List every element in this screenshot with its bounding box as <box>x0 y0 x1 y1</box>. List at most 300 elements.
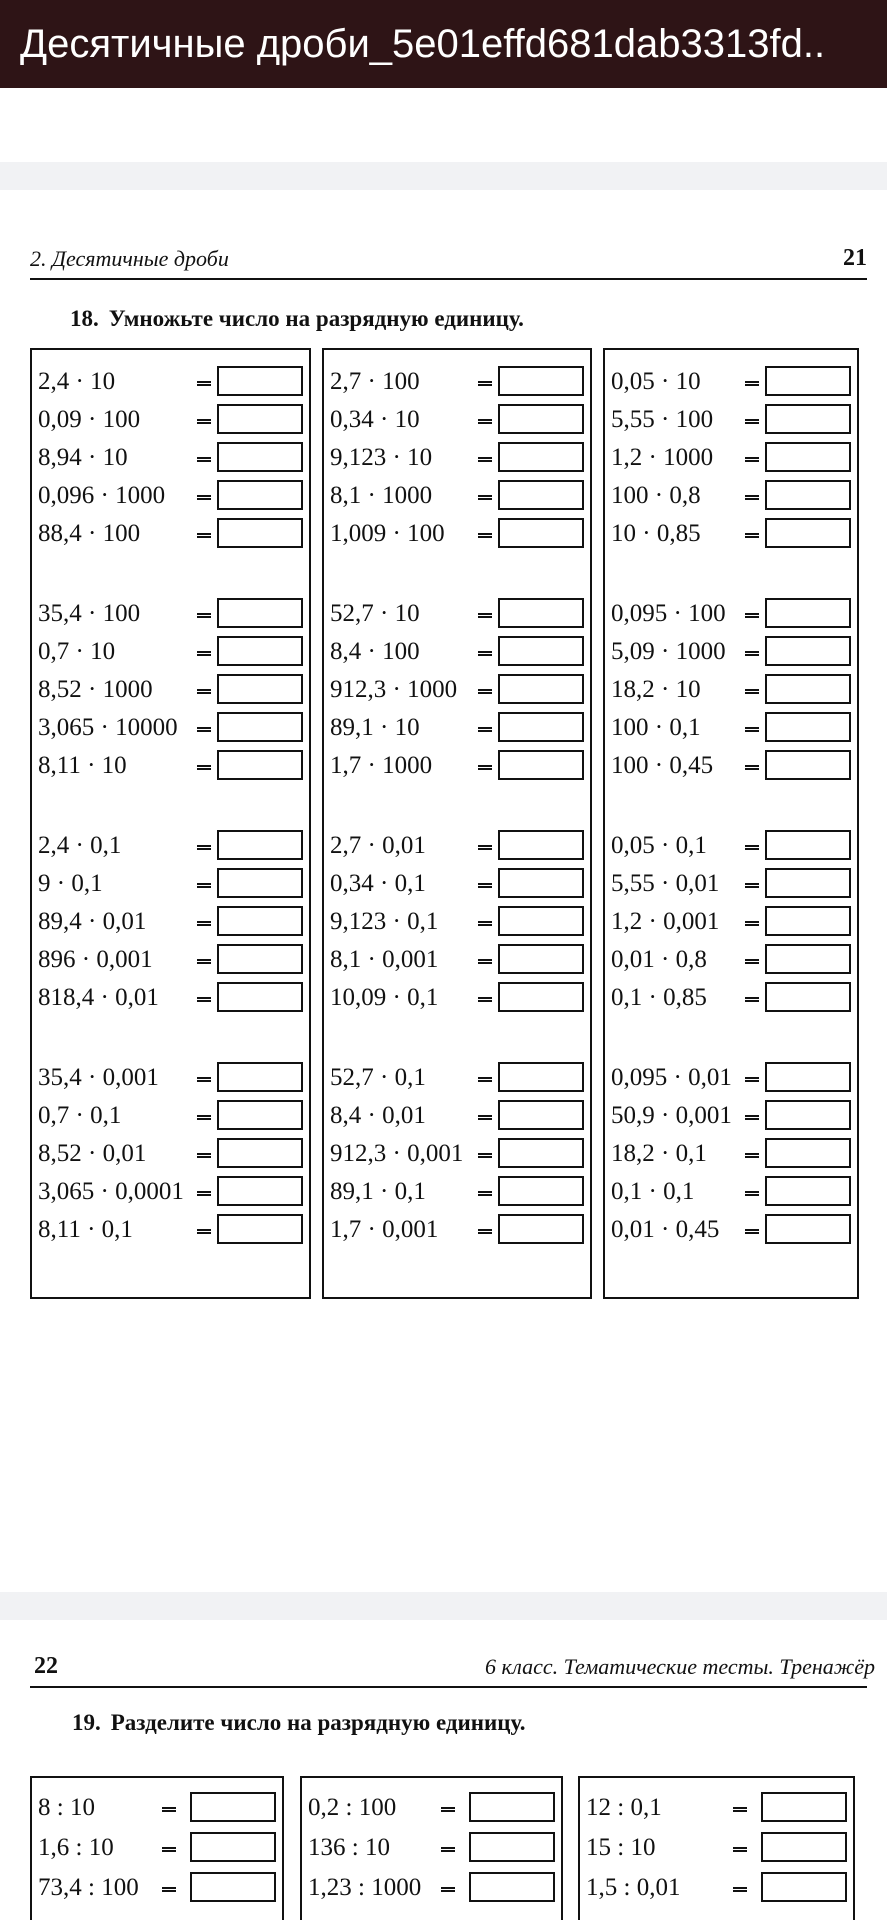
equals-sign <box>197 495 211 500</box>
exercise-row <box>609 478 851 514</box>
answer-box[interactable] <box>498 636 584 666</box>
equals-sign <box>197 921 211 926</box>
exercise-row <box>328 942 584 978</box>
page-gap <box>0 1592 887 1620</box>
equals-sign <box>745 883 759 888</box>
answer-box[interactable] <box>765 830 851 860</box>
expression: 136 : 10 <box>308 1834 390 1861</box>
expression: 35,4 · 0,001 <box>38 1064 159 1091</box>
exercise-row <box>36 866 303 902</box>
exercise-row <box>609 828 851 864</box>
equals-sign <box>197 1077 211 1082</box>
expression: 12 : 0,1 <box>586 1794 662 1821</box>
answer-box[interactable] <box>217 712 303 742</box>
answer-box[interactable] <box>765 480 851 510</box>
answer-box[interactable] <box>498 442 584 472</box>
answer-box[interactable] <box>765 906 851 936</box>
expression: 8,52 · 1000 <box>38 676 153 703</box>
expression: 8,4 · 100 <box>330 638 420 665</box>
expression: 3,065 · 0,0001 <box>38 1178 184 1205</box>
expression: 1,23 : 1000 <box>308 1874 422 1901</box>
exercise-row <box>36 1790 276 1826</box>
equals-sign <box>478 419 492 424</box>
answer-box[interactable] <box>498 674 584 704</box>
exercise-row <box>36 1870 276 1906</box>
expression: 2,7 · 0,01 <box>330 832 426 859</box>
task-heading <box>72 1710 525 1736</box>
exercise-row <box>609 710 851 746</box>
equals-sign <box>197 883 211 888</box>
answer-box[interactable] <box>498 518 584 548</box>
expression: 1,2 · 1000 <box>611 444 714 471</box>
equals-sign <box>745 1115 759 1120</box>
answer-box[interactable] <box>498 830 584 860</box>
exercise-row <box>609 440 851 476</box>
equals-sign <box>745 1191 759 1196</box>
equals-sign <box>197 845 211 850</box>
top-bar <box>0 0 887 88</box>
book-title: 6 класс. Тематические тесты. Тренажёр <box>484 1654 875 1679</box>
expression: 0,34 · 0,1 <box>330 870 426 897</box>
equals-sign <box>441 1807 455 1812</box>
equals-sign <box>745 997 759 1002</box>
equals-sign <box>441 1847 455 1852</box>
answer-box[interactable] <box>765 404 851 434</box>
page-gap <box>0 162 887 190</box>
equals-sign <box>162 1887 176 1892</box>
equals-sign <box>478 1115 492 1120</box>
expression: 0,096 · 1000 <box>38 482 166 509</box>
page-header <box>30 1652 875 1688</box>
exercise-row <box>328 596 584 632</box>
exercise-row <box>328 402 584 438</box>
equals-sign <box>478 457 492 462</box>
expression: 89,4 · 0,01 <box>38 908 147 935</box>
exercise-row <box>609 1212 851 1248</box>
expression: 0,05 · 10 <box>611 368 701 395</box>
exercise-row <box>609 866 851 902</box>
expression: 9,123 · 0,1 <box>330 908 439 935</box>
equals-sign <box>478 727 492 732</box>
answer-box[interactable] <box>498 404 584 434</box>
equals-sign <box>478 1077 492 1082</box>
exercise-row <box>328 1136 584 1172</box>
answer-box[interactable] <box>765 944 851 974</box>
exercise-column <box>30 348 311 1299</box>
expression: 8,1 · 0,001 <box>330 946 439 973</box>
page-number: 21 <box>843 245 867 271</box>
exercise-row <box>609 980 851 1016</box>
exercise-row <box>36 364 303 400</box>
equals-sign <box>745 533 759 538</box>
equals-sign <box>733 1887 747 1892</box>
expression: 0,01 · 0,45 <box>611 1216 720 1243</box>
expression: 52,7 · 10 <box>330 600 420 627</box>
answer-box[interactable] <box>217 674 303 704</box>
equals-sign <box>162 1847 176 1852</box>
exercise-row <box>36 710 303 746</box>
equals-sign <box>745 727 759 732</box>
exercise-row <box>36 672 303 708</box>
expression: 0,01 · 0,8 <box>611 946 707 973</box>
equals-sign <box>478 883 492 888</box>
exercise-row <box>328 904 584 940</box>
exercise-row <box>609 402 851 438</box>
equals-sign <box>197 457 211 462</box>
exercise-column <box>30 1776 284 1920</box>
answer-box[interactable] <box>765 712 851 742</box>
exercise-row <box>328 516 584 552</box>
expression: 15 : 10 <box>586 1834 656 1861</box>
expression: 0,1 · 0,1 <box>611 1178 695 1205</box>
exercise-row <box>609 596 851 632</box>
answer-box[interactable] <box>498 1100 584 1130</box>
equals-sign <box>478 997 492 1002</box>
exercise-row <box>609 672 851 708</box>
equals-sign <box>478 651 492 656</box>
answer-box[interactable] <box>217 1100 303 1130</box>
answer-box[interactable] <box>765 982 851 1012</box>
equals-sign <box>197 419 211 424</box>
expression: 8,52 · 0,01 <box>38 1140 147 1167</box>
answer-box[interactable] <box>217 518 303 548</box>
equals-sign <box>197 651 211 656</box>
expression: 2,7 · 100 <box>330 368 420 395</box>
exercise-row <box>609 942 851 978</box>
exercise-row <box>328 478 584 514</box>
exercise-row <box>36 748 303 784</box>
exercise-row <box>306 1870 555 1906</box>
exercise-row <box>36 516 303 552</box>
exercise-row <box>36 634 303 670</box>
answer-box[interactable] <box>498 1062 584 1092</box>
expression: 100 · 0,45 <box>611 752 714 779</box>
expression: 1,7 · 0,001 <box>330 1216 439 1243</box>
document-title: Десятичные дроби_5e01effd681dab3313fd.. <box>20 22 826 66</box>
equals-sign <box>478 381 492 386</box>
exercise-row <box>609 1060 851 1096</box>
answer-box[interactable] <box>217 868 303 898</box>
exercise-row <box>36 1098 303 1134</box>
equals-sign <box>478 1153 492 1158</box>
expression: 35,4 · 100 <box>38 600 141 627</box>
answer-box[interactable] <box>765 598 851 628</box>
exercise-row <box>328 710 584 746</box>
equals-sign <box>441 1887 455 1892</box>
answer-box[interactable] <box>765 1138 851 1168</box>
equals-sign <box>197 533 211 538</box>
answer-box[interactable] <box>217 366 303 396</box>
answer-box[interactable] <box>217 480 303 510</box>
expression: 5,09 · 1000 <box>611 638 726 665</box>
answer-box[interactable] <box>469 1792 555 1822</box>
equals-sign <box>478 689 492 694</box>
answer-box[interactable] <box>217 982 303 1012</box>
expression: 896 · 0,001 <box>38 946 153 973</box>
answer-box[interactable] <box>217 906 303 936</box>
equals-sign <box>745 765 759 770</box>
task-text: Разделите число на разрядную единицу. <box>110 1710 526 1735</box>
answer-box[interactable] <box>765 1214 851 1244</box>
exercise-row <box>328 1212 584 1248</box>
exercise-row <box>306 1830 555 1866</box>
exercise-row <box>609 364 851 400</box>
expression: 8,94 · 10 <box>38 444 128 471</box>
equals-sign <box>745 689 759 694</box>
equals-sign <box>745 1153 759 1158</box>
exercise-column <box>578 1776 855 1920</box>
answer-box[interactable] <box>765 868 851 898</box>
equals-sign <box>745 495 759 500</box>
answer-box[interactable] <box>498 1138 584 1168</box>
expression: 89,1 · 0,1 <box>330 1178 426 1205</box>
equals-sign <box>745 921 759 926</box>
equals-sign <box>478 495 492 500</box>
exercise-row <box>36 1212 303 1248</box>
equals-sign <box>478 959 492 964</box>
expression: 9,123 · 10 <box>330 444 433 471</box>
answer-box[interactable] <box>217 1062 303 1092</box>
expression: 89,1 · 10 <box>330 714 420 741</box>
exercise-row <box>306 1790 555 1826</box>
exercise-row <box>36 980 303 1016</box>
exercise-row <box>609 516 851 552</box>
exercise-row <box>36 1174 303 1210</box>
exercise-row <box>36 828 303 864</box>
answer-box[interactable] <box>217 404 303 434</box>
task-heading <box>70 306 524 332</box>
equals-sign <box>733 1807 747 1812</box>
expression: 8,1 · 1000 <box>330 482 433 509</box>
equals-sign <box>197 997 211 1002</box>
answer-box[interactable] <box>469 1872 555 1902</box>
exercise-row <box>328 980 584 1016</box>
equals-sign <box>197 1115 211 1120</box>
equals-sign <box>478 533 492 538</box>
answer-box[interactable] <box>765 1062 851 1092</box>
expression: 2,4 · 0,1 <box>38 832 122 859</box>
page-header <box>30 244 867 280</box>
exercise-row <box>609 1136 851 1172</box>
equals-sign <box>197 727 211 732</box>
exercise-row <box>584 1830 847 1866</box>
expression: 818,4 · 0,01 <box>38 984 159 1011</box>
task-number: 19. <box>72 1710 101 1735</box>
expression: 1,5 : 0,01 <box>586 1874 681 1901</box>
task-text: Умножьте число на разрядную единицу. <box>108 306 524 331</box>
expression: 18,2 · 0,1 <box>611 1140 707 1167</box>
equals-sign <box>745 419 759 424</box>
answer-box[interactable] <box>498 750 584 780</box>
exercise-row <box>36 478 303 514</box>
equals-sign <box>733 1847 747 1852</box>
answer-box[interactable] <box>190 1872 276 1902</box>
expression: 0,09 · 100 <box>38 406 141 433</box>
exercise-row <box>584 1790 847 1826</box>
equals-sign <box>197 613 211 618</box>
expression: 8 : 10 <box>38 1794 95 1821</box>
expression: 0,2 : 100 <box>308 1794 397 1821</box>
answer-box[interactable] <box>498 906 584 936</box>
expression: 0,095 · 0,01 <box>611 1064 732 1091</box>
answer-box[interactable] <box>217 944 303 974</box>
exercise-row <box>36 942 303 978</box>
exercise-row <box>36 596 303 632</box>
answer-box[interactable] <box>498 598 584 628</box>
answer-box[interactable] <box>765 366 851 396</box>
answer-box[interactable] <box>498 982 584 1012</box>
expression: 8,4 · 0,01 <box>330 1102 426 1129</box>
answer-box[interactable] <box>217 1138 303 1168</box>
exercise-row <box>609 748 851 784</box>
answer-box[interactable] <box>498 1214 584 1244</box>
expression: 100 · 0,8 <box>611 482 701 509</box>
answer-box[interactable] <box>217 1214 303 1244</box>
expression: 0,1 · 0,85 <box>611 984 707 1011</box>
answer-box[interactable] <box>217 442 303 472</box>
expression: 50,9 · 0,001 <box>611 1102 732 1129</box>
equals-sign <box>197 689 211 694</box>
exercise-row <box>36 1136 303 1172</box>
equals-sign <box>197 1153 211 1158</box>
exercise-row <box>328 1174 584 1210</box>
answer-box[interactable] <box>765 636 851 666</box>
section-title: 2. Десятичные дроби <box>30 246 229 271</box>
expression: 52,7 · 0,1 <box>330 1064 426 1091</box>
exercise-row <box>328 440 584 476</box>
answer-box[interactable] <box>498 480 584 510</box>
answer-box[interactable] <box>761 1792 847 1822</box>
answer-box[interactable] <box>765 518 851 548</box>
equals-sign <box>478 613 492 618</box>
expression: 2,4 · 10 <box>38 368 116 395</box>
equals-sign <box>478 1191 492 1196</box>
expression: 5,55 · 0,01 <box>611 870 720 897</box>
equals-sign <box>745 1077 759 1082</box>
exercise-row <box>328 748 584 784</box>
answer-box[interactable] <box>765 750 851 780</box>
equals-sign <box>197 1229 211 1234</box>
answer-box[interactable] <box>217 636 303 666</box>
task-number: 18. <box>70 306 99 331</box>
exercise-row <box>36 1830 276 1866</box>
exercise-row <box>36 904 303 940</box>
expression: 73,4 : 100 <box>38 1874 139 1901</box>
exercise-row <box>328 828 584 864</box>
exercise-row <box>36 440 303 476</box>
equals-sign <box>197 381 211 386</box>
expression: 1,6 : 10 <box>38 1834 114 1861</box>
answer-box[interactable] <box>217 598 303 628</box>
expression: 18,2 · 10 <box>611 676 701 703</box>
answer-box[interactable] <box>190 1832 276 1862</box>
equals-sign <box>478 765 492 770</box>
answer-box[interactable] <box>498 1176 584 1206</box>
expression: 912,3 · 1000 <box>330 676 458 703</box>
exercise-row <box>609 1098 851 1134</box>
answer-box[interactable] <box>765 674 851 704</box>
exercise-column <box>603 348 859 1299</box>
answer-box[interactable] <box>765 442 851 472</box>
answer-box[interactable] <box>217 750 303 780</box>
expression: 0,7 · 10 <box>38 638 116 665</box>
answer-box[interactable] <box>217 1176 303 1206</box>
exercise-row <box>609 1174 851 1210</box>
expression: 8,11 · 10 <box>38 752 127 779</box>
equals-sign <box>745 845 759 850</box>
exercise-row <box>328 634 584 670</box>
expression: 912,3 · 0,001 <box>330 1140 464 1167</box>
expression: 1,2 · 0,001 <box>611 908 720 935</box>
answer-box[interactable] <box>190 1792 276 1822</box>
answer-box[interactable] <box>761 1832 847 1862</box>
expression: 100 · 0,1 <box>611 714 701 741</box>
expression: 88,4 · 100 <box>38 520 141 547</box>
expression: 0,34 · 10 <box>330 406 420 433</box>
expression: 1,7 · 1000 <box>330 752 433 779</box>
exercise-row <box>328 1098 584 1134</box>
answer-box[interactable] <box>217 830 303 860</box>
exercise-row <box>609 904 851 940</box>
exercise-row <box>328 364 584 400</box>
answer-box[interactable] <box>498 868 584 898</box>
equals-sign <box>478 1229 492 1234</box>
exercise-row <box>328 866 584 902</box>
expression: 3,065 · 10000 <box>38 714 178 741</box>
expression: 0,7 · 0,1 <box>38 1102 122 1129</box>
equals-sign <box>478 845 492 850</box>
page-21 <box>0 190 887 1588</box>
equals-sign <box>197 959 211 964</box>
expression: 9 · 0,1 <box>38 870 103 897</box>
expression: 0,05 · 0,1 <box>611 832 707 859</box>
equals-sign <box>197 765 211 770</box>
equals-sign <box>162 1807 176 1812</box>
equals-sign <box>745 959 759 964</box>
expression: 5,55 · 100 <box>611 406 714 433</box>
exercise-row <box>328 1060 584 1096</box>
equals-sign <box>745 1229 759 1234</box>
equals-sign <box>745 613 759 618</box>
answer-box[interactable] <box>498 366 584 396</box>
exercise-row <box>36 1060 303 1096</box>
equals-sign <box>745 381 759 386</box>
exercise-column <box>322 348 592 1299</box>
exercise-column <box>300 1776 563 1920</box>
answer-box[interactable] <box>761 1872 847 1902</box>
page-22 <box>0 1620 887 1920</box>
equals-sign <box>745 651 759 656</box>
answer-box[interactable] <box>469 1832 555 1862</box>
expression: 10,09 · 0,1 <box>330 984 439 1011</box>
equals-sign <box>745 457 759 462</box>
answer-box[interactable] <box>765 1176 851 1206</box>
answer-box[interactable] <box>498 712 584 742</box>
page-number: 22 <box>34 1653 58 1679</box>
equals-sign <box>197 1191 211 1196</box>
answer-box[interactable] <box>765 1100 851 1130</box>
expression: 1,009 · 100 <box>330 520 445 547</box>
expression: 0,095 · 100 <box>611 600 726 627</box>
exercise-row <box>36 402 303 438</box>
expression: 10 · 0,85 <box>611 520 701 547</box>
answer-box[interactable] <box>498 944 584 974</box>
exercise-row <box>609 634 851 670</box>
expression: 8,11 · 0,1 <box>38 1216 133 1243</box>
equals-sign <box>478 921 492 926</box>
exercise-row <box>328 672 584 708</box>
exercise-row <box>584 1870 847 1906</box>
